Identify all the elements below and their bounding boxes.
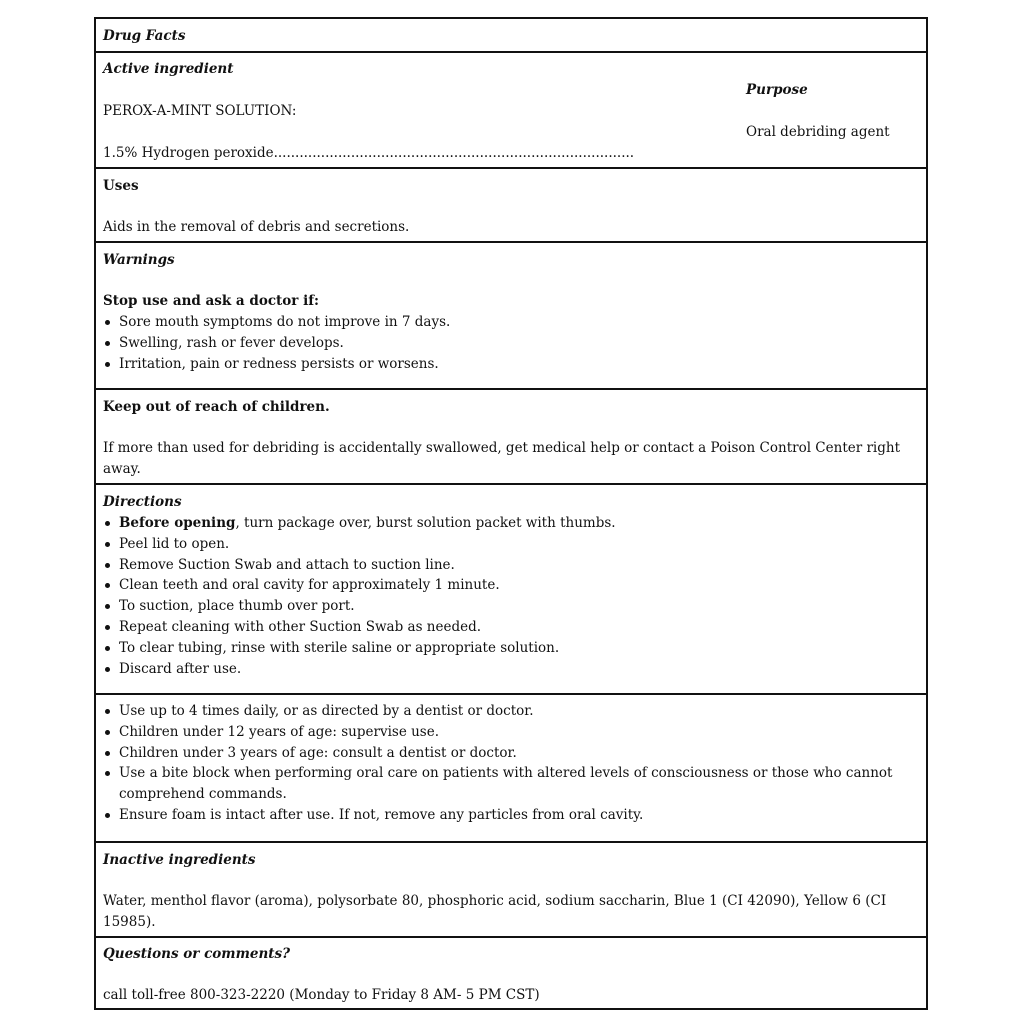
uses-text: Aids in the removal of debris and secretions. [103,219,410,235]
keep-out-text: If more than used for debriding is accidentally swallowed, get medical help or contact a Poison Control Center right away. [103,440,901,477]
keep-out-heading: Keep out of reach of children. [103,399,330,415]
purpose-text: Oral debriding agent [746,124,890,140]
directions-section [96,483,926,694]
inactive-ingredients-section [96,841,926,937]
list-item: Ensure foam is intact after use. If not, remove any particles from oral cavity. [103,805,918,826]
uses-section [96,167,926,242]
uses-heading: Uses [103,178,139,194]
list-item: Sore mouth symptoms do not improve in 7 days. [103,312,918,333]
list-item: Children under 3 years of age: consult a dentist or doctor. [103,743,918,764]
active-ingredient-line: 1.5% Hydrogen peroxide.................................................................................... [103,145,635,161]
active-ingredient-section [96,51,926,168]
directions-list [103,513,918,679]
warnings-section [96,241,926,389]
drug-facts-label [94,17,928,1010]
list-item [103,513,918,534]
drug-facts-title: Drug Facts [103,28,186,44]
questions-text: call toll-free 800-323-2220 (Monday to Friday 8 AM- 5 PM CST) [103,987,540,1003]
before-opening-text: , turn package over, burst solution packet with thumbs. [235,515,616,531]
questions-section [96,936,926,1008]
list-item: Repeat cleaning with other Suction Swab as needed. [103,617,918,638]
list-item: To clear tubing, rinse with sterile saline or appropriate solution. [103,638,918,659]
list-item: Use up to 4 times daily, or as directed by a dentist or doctor. [103,701,918,722]
directions-heading: Directions [103,494,182,510]
active-ingredient-heading: Active ingredient [103,61,234,77]
list-item: Use a bite block when performing oral care on patients with altered levels of consciousness or those who cannot comprehend commands. [103,763,918,805]
list-item: Irritation, pain or redness persists or worsens. [103,354,918,375]
warnings-heading: Warnings [103,252,175,268]
list-item: Remove Suction Swab and attach to suction line. [103,555,918,576]
list-item: Discard after use. [103,659,918,680]
inactive-ingredients-heading: Inactive ingredients [103,852,256,868]
product-name: PEROX-A-MINT SOLUTION: [103,103,297,119]
inactive-ingredients-text: Water, menthol flavor (aroma), polysorbate 80, phosphoric acid, sodium saccharin, Blue 1 (CI 42090), Yellow 6 (CI 15985). [103,893,887,930]
list-item: Peel lid to open. [103,534,918,555]
usage-section [96,693,926,842]
warnings-list [103,312,918,374]
list-item: Clean teeth and oral cavity for approximately 1 minute. [103,575,918,596]
list-item: Children under 12 years of age: supervise use. [103,722,918,743]
usage-list [103,701,918,826]
keep-out-section [96,388,926,484]
purpose-heading: Purpose [746,82,808,98]
title-section [96,19,926,52]
questions-heading: Questions or comments? [103,946,291,962]
stop-use-heading: Stop use and ask a doctor if: [103,293,320,309]
list-item: Swelling, rash or fever develops. [103,333,918,354]
list-item: To suction, place thumb over port. [103,596,918,617]
before-opening-label: Before opening [119,515,236,531]
